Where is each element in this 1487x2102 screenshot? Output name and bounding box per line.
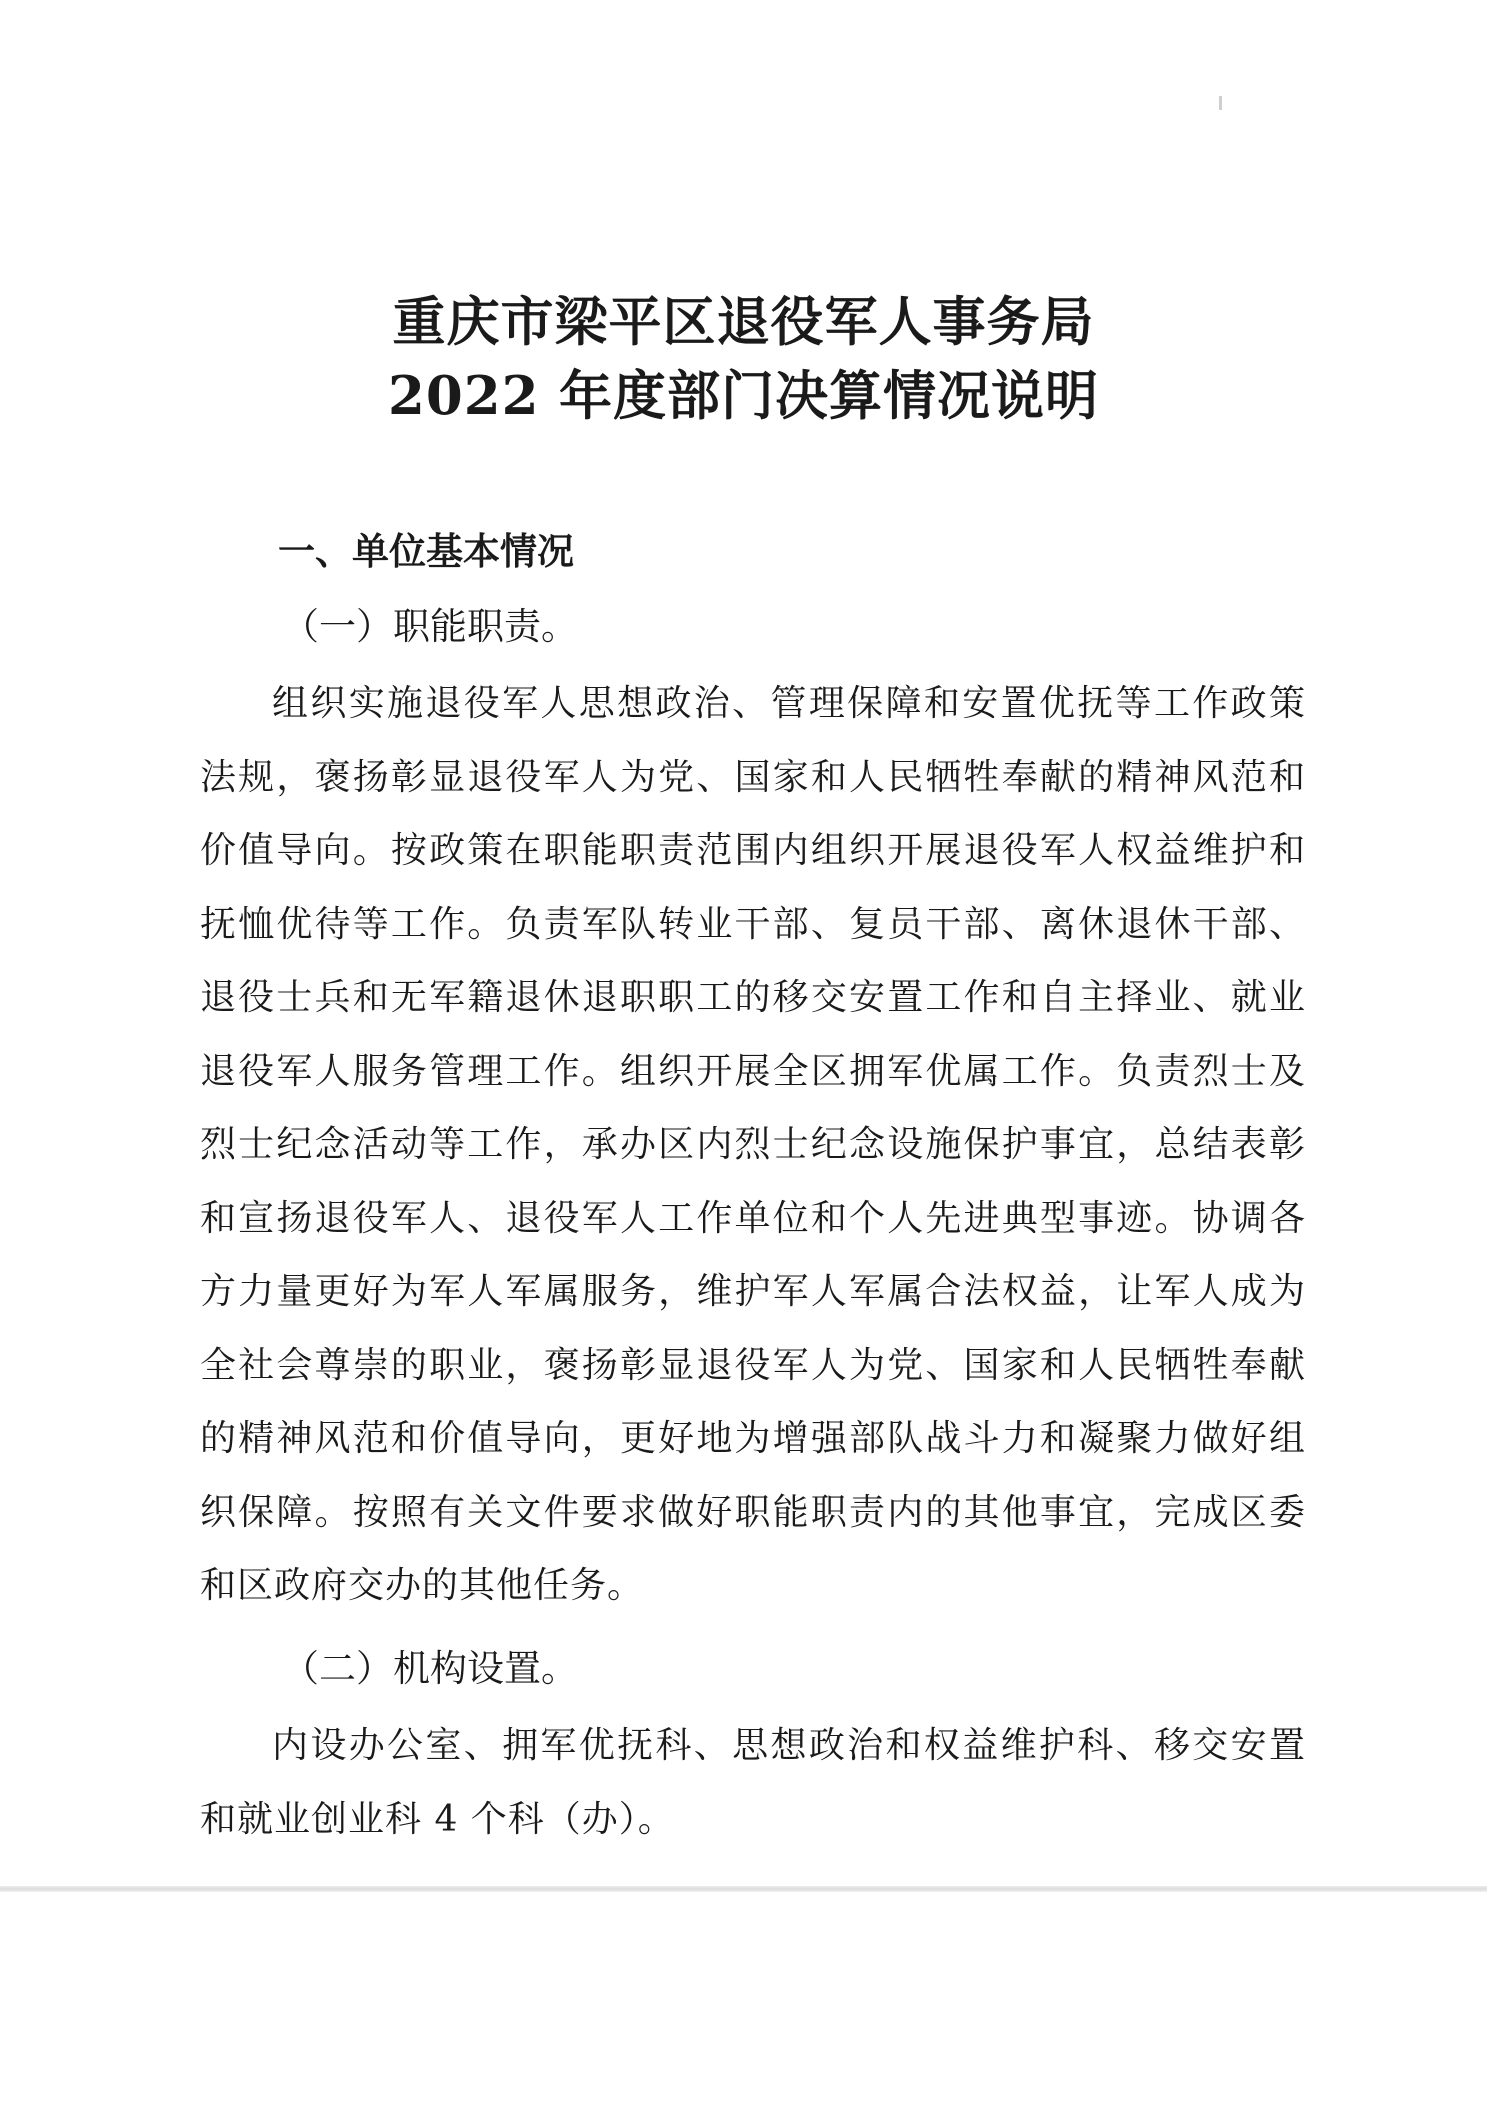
document-title-line1: 重庆市梁平区退役军人事务局	[392, 291, 1095, 353]
scan-artifact	[1219, 96, 1222, 110]
section-heading: 一、单位基本情况	[278, 530, 574, 573]
subsection-heading-duties: （一）职能职责。	[282, 605, 578, 648]
paragraph-organization: 内设办公室、拥军优抚科、思想政治和权益维护科、移交安置和就业创业科 4 个科（办）。	[200, 1725, 1306, 1840]
document-title-line2: 2022 年度部门决算情况说明	[388, 365, 1099, 427]
page-divider	[0, 1886, 1487, 1892]
subsection-heading-organization: （二）机构设置。	[282, 1647, 578, 1690]
paragraph-duties: 组织实施退役军人思想政治、管理保障和安置优抚等工作政策法规，褒扬彰显退役军人为党、国家和人民牺牲奉献的精神风范和价值导向。按政策在职能职责范围内组织开展退役军人权益维护和抚恤优待等工作。负责军队转业干部、复员干部、离休退休干部、退役士兵和无军籍退休退职职工的移交安置工作和自主择业、就业退役军人服务管理工作。组织开展全区拥军优属工作。负责烈士及烈士纪念活动等工作，承办区内烈士纪念设施保护事宜，总结表彰和宣扬退役军人、退役军人工作单位和个人先进典型事迹。协调各方力量更好为军人军属服务，维护军人军属合法权益，让军人成为全社会尊崇的职业，褒扬彰显退役军人为党、国家和人民牺牲奉献的精神风范和价值导向，更好地为增强部队战斗力和凝聚力做好组织保障。按照有关文件要求做好职能职责内的其他事宜，完成区委和区政府交办的其他任务。	[200, 683, 1306, 1606]
